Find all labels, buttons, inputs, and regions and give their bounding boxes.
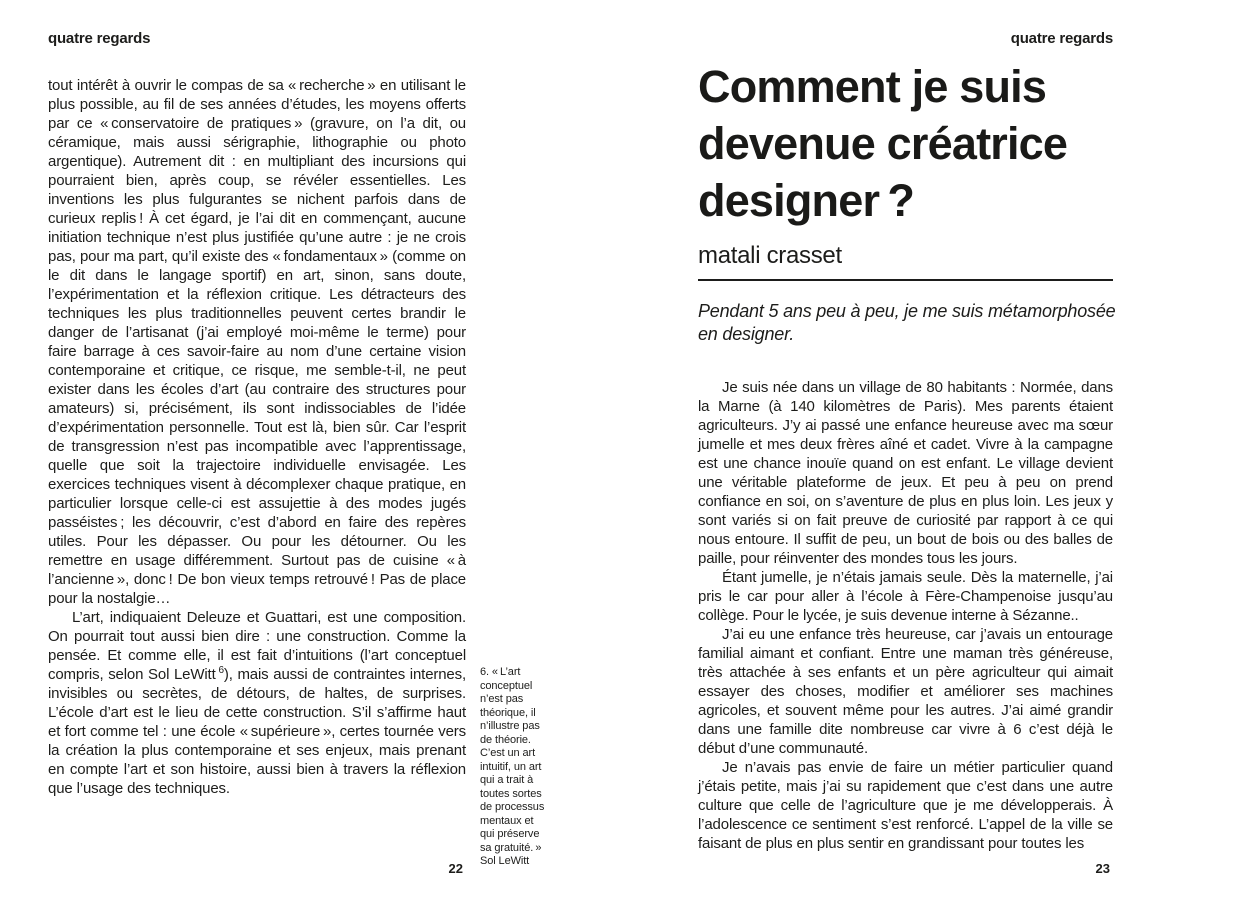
right-paragraph-3: J’ai eu une enfance très heureuse, car j’avais un entourage familial aimant et confiant. Entre une maman très généreuse, très attachée à ses enfants et un père agriculteur qui aimait essayer des choses, modifier et améliorer ses machines agricoles, et souvent même pour les autres. J’ai aimé grandir dans une famille dite nombreuse car vivre à 6 c’est déjà le début d’une communauté. (698, 626, 1113, 757)
page-number-left: 22 (448, 861, 463, 876)
left-paragraph-1: tout intérêt à ouvrir le compas de sa « recherche » en utilisant le plus possible, au fil de ses années d’études, les moyens offerts par ce « conservatoire de pratiques » (gravure, on l’a dit, ou céramique, mais aussi sérigraphie, lithographie ou photo argentique). Autrement dit : en multipliant des incursions qui pourraient bien, après coup, se révéler essentielles. Les inventions les plus fulgurantes se nichent parfois dans de curieux replis ! À cet égard, je l’ai dit en commençant, aucune initiation technique n’est plus justifiée qu’une autre : je ne crois pas, pour ma part, qu’il existe des « fondamentaux » (comme on le dit dans le langage sportif) en art, sinon, sans doute, l’expérimentation et la réflexion critique. Les détracteurs des techniques les plus traditionnelles peuvent certes brandir le danger de l’artisanat (j’ai employé moi-même le terme) pour faire barrage à ces savoir-faire au nom d’une certaine vision contemporaine et critique, ce risque, me semble-t-il, ne peut exister dans les écoles d’art (au contraire des structures pour amateurs) si, précisément, ils sont indissociables de l’idée d’expérimentation personnelle. Tout est là, bien sûr. Car l’esprit de transgression n’est pas incompatible avec l’apprentissage, quelle que soit la trajectoire individuelle envisagée. Les exercices techniques visent à décomplexer chaque pratique, en particulier lorsque celle-ci est assujettie à des modes jugés passéistes ; les découvrir, c’est d’abord en faire des repères utiles. Pour les dépasser. Ou pour les détourner. Ou les remettre en usage différemment. Surtout pas de cuisine « à l’ancienne », donc ! De bon vieux temps retrouvé ! Pas de place pour la nostalgie… (48, 77, 466, 607)
sidenote-author: Sol LeWitt (480, 855, 530, 867)
sidenote-footnote-6 (480, 666, 550, 869)
left-page-text-column (48, 76, 466, 798)
footnote-reference-6: 6 (218, 665, 224, 676)
left-paragraph-2 (48, 608, 466, 798)
left-paragraph-2-continuation: ), mais aussi de contraintes internes, invisibles ou secrètes, de détours, de haltes, de surprises. L’école d’art est le lieu de cette construction. S’il s’affirme haut et fort comme tel : une école « supérieure », certes tournée vers la création la plus contemporaine et ses enjeux, mais prenant en compte l’art et son histoire, aussi bien à travers la réflexion que l’usage des techniques. (48, 666, 466, 797)
right-paragraph-2: Étant jumelle, je n’étais jamais seule. Dès la maternelle, j’ai pris le car pour aller à l’école à Fère-Champenoise jusqu’au collège. Pour le lycée, je suis devenue interne à Sézanne.. (698, 569, 1113, 624)
page-number-right: 23 (1095, 861, 1110, 876)
running-head-right: quatre regards (1010, 30, 1113, 47)
right-paragraph-1: Je suis née dans un village de 80 habitants : Normée, dans la Marne (à 140 kilomètres de Paris). Mes parents étaient agriculteurs. J’y ai passé une enfance heureuse avec ma sœur jumelle et mes deux frères aîné et cadet. Vivre à la campagne est une chance inouïe quand on est enfant. Le village devient une véritable plateforme de jeux. Et peu à peu on prend confiance en soi, on s’aventure de plus en plus loin. Les jeux y sont variés si on fait preuve de curiosité par rapport à ce qui nous entoure. Il suffit de peu, un bout de bois ou des balles de paille, pour réinventer des mondes tous les jours. (698, 379, 1113, 567)
running-head-left: quatre regards (48, 30, 151, 47)
title-divider-rule (698, 279, 1113, 281)
sidenote-text: 6. « L’art conceptuel n’est pas théorique, il n’illustre pas de théorie. C’est un art intuitif, un art qui a trait à toutes sortes de processus mentaux et qui préserve sa gratuité. » (480, 666, 545, 854)
article-title-block (698, 58, 1128, 270)
article-author: matali crasset (698, 242, 842, 269)
article-title: Comment je suis devenue créatrice designer ? (698, 61, 1068, 226)
right-paragraph-4: Je n’avais pas envie de faire un métier particulier quand j’étais petite, mais j’ai su rapidement que c’est dans une autre culture que celle de l’agriculture que je me développerais. À l’adolescence ce sentiment s’est renforcé. L’appel de la ville se faisant de plus en plus sentir en grandissant pour toutes les (698, 759, 1113, 852)
left-paragraph-2-text: L’art, indiquaient Deleuze et Guattari, est une composition. On pourrait tout aussi bien dire : une construction. Comme la pensée. Et comme elle, il est fait d’intuitions (l’art conceptuel compris, selon Sol LeWitt (48, 609, 466, 683)
right-page-text-column (698, 378, 1113, 853)
article-lead-paragraph: Pendant 5 ans peu à peu, je me suis métamorphosée en designer. (698, 301, 1116, 344)
